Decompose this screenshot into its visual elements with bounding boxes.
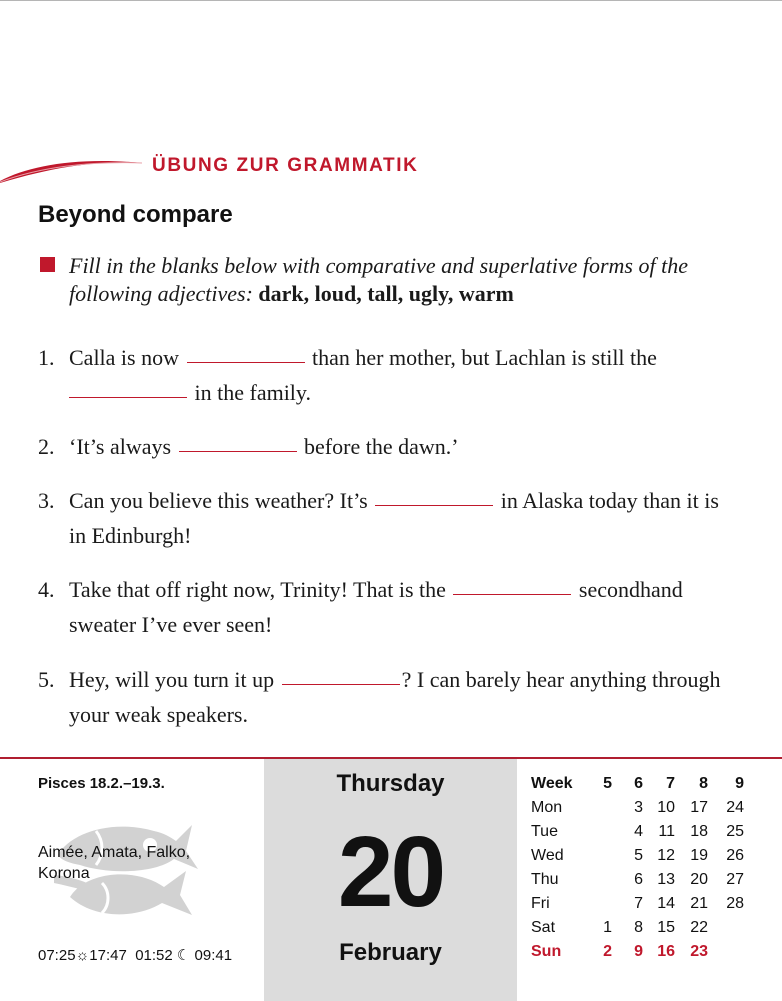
exercise-number: 3. — [38, 488, 55, 513]
date-cell: 21 — [690, 895, 708, 912]
page-title: Beyond compare — [38, 201, 233, 228]
answer-blank[interactable] — [69, 375, 187, 398]
calendar-row-sunday — [531, 943, 761, 967]
calendar-header-row — [531, 775, 761, 799]
exercise-text: Calla is now — [69, 345, 179, 370]
swoosh-decoration — [0, 151, 145, 183]
weekday-label: Sat — [531, 919, 556, 936]
date-cell: 20 — [690, 871, 708, 888]
sun-moon-times — [38, 946, 232, 964]
exercise-text: in the family. — [194, 380, 311, 405]
date-cell: 3 — [634, 799, 643, 816]
exercise-text: ? I can barely hear anything through your weak speakers. — [69, 667, 721, 727]
instruction-text: Fill in the blanks below with comparative and superlative forms of the following adjectives: — [69, 253, 688, 306]
date-cell: 18 — [690, 823, 708, 840]
exercise-text: secondhand sweater I’ve ever seen! — [69, 577, 683, 637]
exercise-text: in Alaska today than it is in Edinburgh! — [69, 488, 719, 548]
week-number: 7 — [666, 775, 675, 792]
answer-blank[interactable] — [453, 572, 571, 595]
mini-calendar — [531, 775, 761, 967]
weekday-label: Mon — [531, 799, 563, 816]
exercise-number: 2. — [38, 434, 55, 459]
exercise-text: before the dawn.’ — [304, 434, 459, 459]
answer-blank[interactable] — [282, 662, 400, 685]
date-cell: 15 — [657, 919, 675, 936]
date-cell: 12 — [657, 847, 675, 864]
section-label: ÜBUNG ZUR GRAMMATIK — [152, 155, 419, 176]
weekday-label: Tue — [531, 823, 558, 840]
sunset-time: 17:47 — [89, 947, 127, 964]
moonset-time: 09:41 — [194, 947, 233, 964]
date-cell: 1 — [603, 919, 612, 936]
weekday-label: Thu — [531, 871, 559, 888]
answer-blank[interactable] — [375, 483, 493, 506]
date-cell: 26 — [726, 847, 744, 864]
exercise-number: 4. — [38, 577, 55, 602]
date-cell: 23 — [690, 943, 708, 960]
weekday-label: Sun — [531, 943, 562, 960]
exercise-item — [38, 662, 738, 732]
date-cell: 19 — [690, 847, 708, 864]
exercise-number: 5. — [38, 667, 55, 692]
answer-blank[interactable] — [179, 429, 297, 452]
name-days: Aimée, Amata, Falko, Korona — [38, 844, 191, 882]
sun-icon: ☼ — [75, 947, 90, 964]
calendar-row — [531, 823, 761, 847]
date-cell: 13 — [657, 871, 675, 888]
calendar-row — [531, 847, 761, 871]
date-cell: 5 — [634, 847, 643, 864]
footer-info — [38, 775, 260, 975]
date-cell: 8 — [634, 919, 643, 936]
week-label: Week — [531, 775, 573, 792]
date-cell: 6 — [634, 871, 643, 888]
calendar-row — [531, 799, 761, 823]
exercise-item — [38, 572, 738, 642]
week-number: 6 — [634, 775, 643, 792]
exercise-item — [38, 340, 738, 410]
moonrise-time: 01:52 — [135, 947, 173, 964]
answer-blank[interactable] — [187, 340, 305, 363]
exercise-text: Can you believe this weather? It’s — [69, 488, 368, 513]
date-cell: 9 — [634, 943, 643, 960]
date-cell: 10 — [657, 799, 675, 816]
exercise-text: Hey, will you turn it up — [69, 667, 275, 692]
week-number: 9 — [735, 775, 744, 792]
exercise-item — [38, 429, 738, 464]
calendar-row — [531, 895, 761, 919]
month-name: February — [339, 939, 442, 966]
instruction — [69, 252, 749, 308]
adjective-list: dark, loud, tall, ugly, warm — [258, 281, 514, 306]
date-cell: 22 — [690, 919, 708, 936]
calendar-row — [531, 919, 761, 943]
exercise-number: 1. — [38, 345, 55, 370]
date-panel — [264, 759, 517, 1001]
date-cell: 17 — [690, 799, 708, 816]
date-cell: 7 — [634, 895, 643, 912]
date-cell: 28 — [726, 895, 744, 912]
exercise-text: than her mother, but Lachlan is still the — [312, 345, 657, 370]
date-cell: 16 — [657, 943, 675, 960]
exercise-item — [38, 483, 738, 553]
calendar-row — [531, 871, 761, 895]
date-cell: 11 — [658, 823, 675, 840]
date-cell: 27 — [726, 871, 744, 888]
sunrise-time: 07:25 — [38, 947, 76, 964]
exercise-text: Take that off right now, Trinity! That is the — [69, 577, 446, 602]
weekday-label: Fri — [531, 895, 550, 912]
week-number: 5 — [603, 775, 612, 792]
date-cell: 25 — [726, 823, 744, 840]
date-cell: 4 — [634, 823, 643, 840]
weekday: Thursday — [336, 770, 445, 797]
week-number: 8 — [699, 775, 708, 792]
day-number: 20 — [337, 816, 444, 928]
bullet-square — [40, 257, 55, 272]
zodiac-sign: Pisces 18.2.–19.3. — [38, 775, 165, 792]
date-cell: 2 — [603, 943, 612, 960]
date-cell: 14 — [657, 895, 675, 912]
weekday-label: Wed — [531, 847, 564, 864]
moon-icon: ☾ — [176, 947, 191, 964]
date-cell: 24 — [726, 799, 744, 816]
exercise-text: ‘It’s always — [69, 434, 172, 459]
